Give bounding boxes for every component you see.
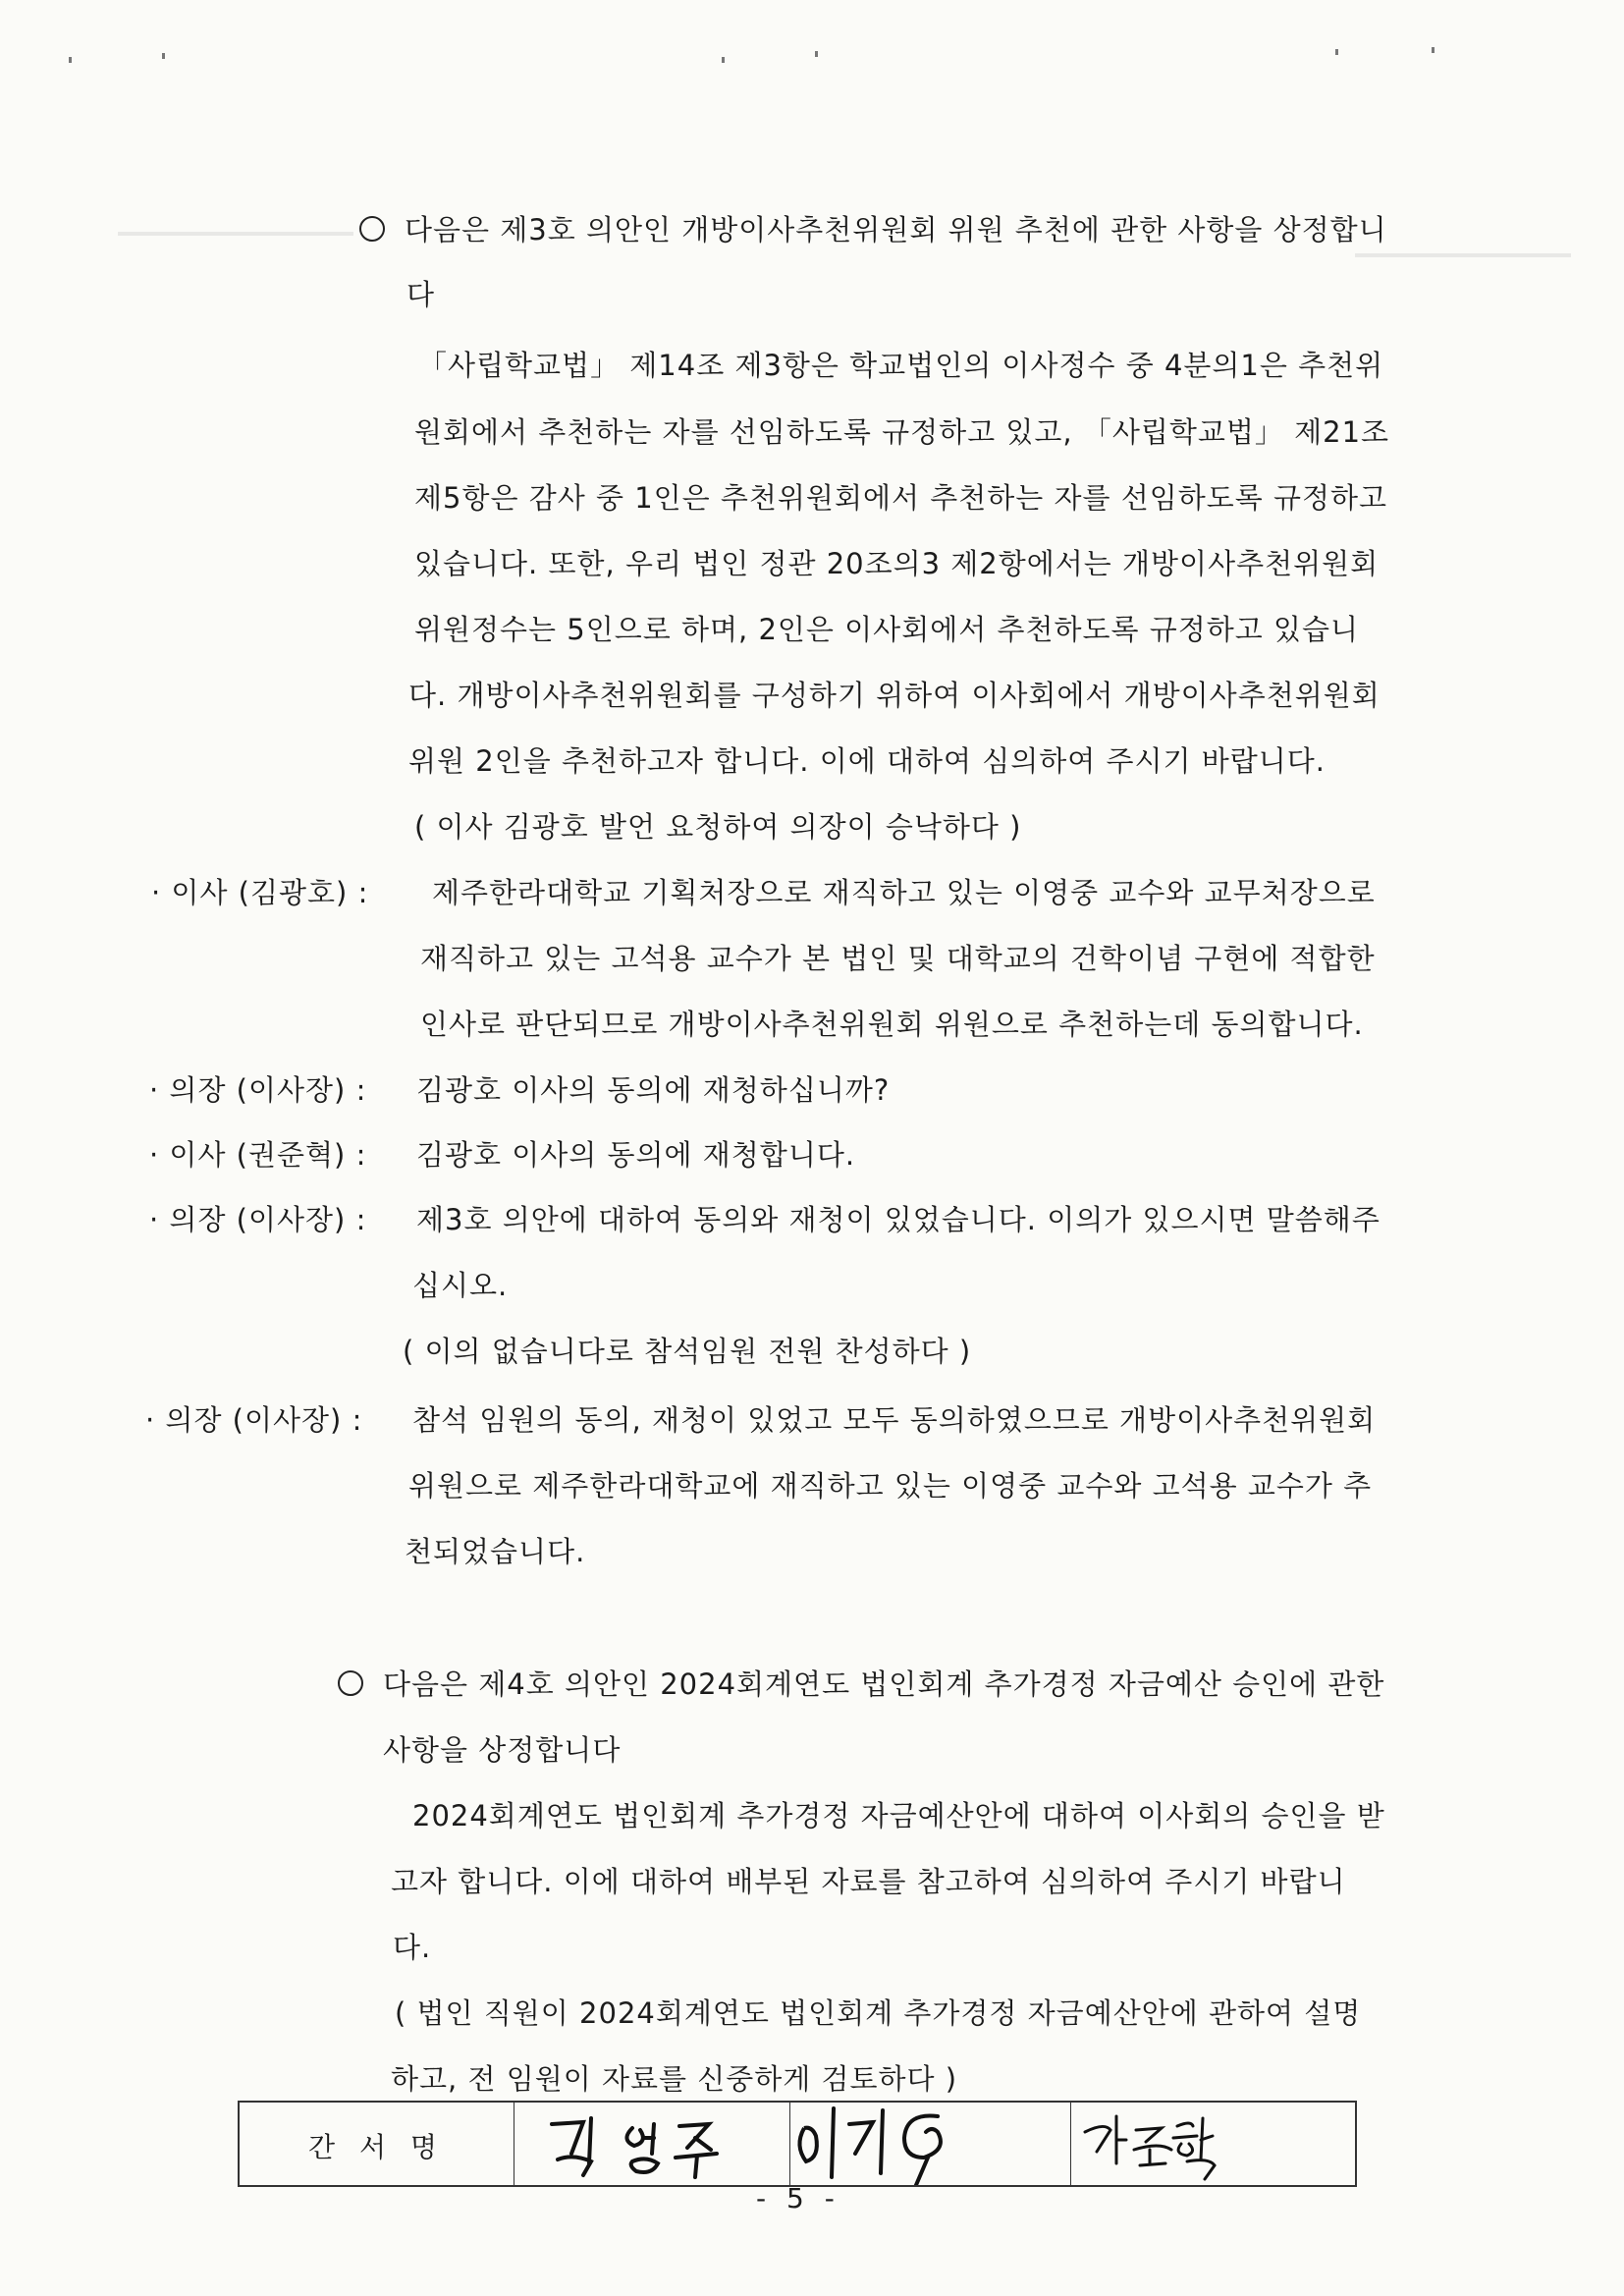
scan-smudge [118, 232, 353, 236]
speaker-label: · 의장 (이사장) : [149, 1203, 367, 1236]
speaker-label: · 이사 (김광호) : [151, 876, 369, 909]
speech-line: 재직하고 있는 고석용 교수가 본 법인 및 대학교의 건학이념 구현에 적합한 [420, 942, 1376, 975]
speech-line: 천되었습니다. [405, 1535, 586, 1568]
speech-line: 십시오. [412, 1269, 509, 1302]
agenda-4-heading-line-2: 사항을 상정합니다 [383, 1733, 622, 1767]
signature-cell [790, 2103, 1071, 2185]
bullet-circle-icon [359, 216, 385, 242]
agenda-4-heading-line-1: 다음은 제4호 의안인 2024회계연도 법인회계 추가경정 자금예산 승인에 관한 [383, 1667, 1385, 1701]
scan-smudge [1355, 253, 1571, 257]
session-note: ( 이의 없습니다로 참석임원 전원 찬성하다 ) [403, 1335, 972, 1368]
speaker-label: · 의장 (이사장) : [145, 1403, 363, 1437]
speech-line: 제3호 의안에 대하여 동의와 재청이 있었습니다. 이의가 있으시면 말씀해주 [416, 1203, 1380, 1236]
signature-label: 간 서 명 [308, 2131, 445, 2163]
signature-cell [1071, 2103, 1355, 2185]
agenda-3-body-line: 위원정수는 5인으로 하며, 2인은 이사회에서 추천하도록 규정하고 있습니 [414, 613, 1360, 646]
agenda-3-body-line: 위원 2인을 추천하고자 합니다. 이에 대하여 심의하여 주시기 바랍니다. [408, 744, 1326, 778]
signature-2-image [790, 2103, 1070, 2185]
page-number: - 5 - [756, 2182, 840, 2214]
agenda-3-heading-line-1: 다음은 제3호 의안인 개방이사추천위원회 위원 추천에 관한 사항을 상정합니 [405, 213, 1387, 246]
agenda-3-body-line: 있습니다. 또한, 우리 법인 정관 20조의3 제2항에서는 개방이사추천위원회 [414, 547, 1380, 580]
signature-box [238, 2101, 1357, 2187]
speech-line: 김광호 이사의 동의에 재청하십니까? [416, 1073, 891, 1107]
agenda-3-note: ( 이사 김광호 발언 요청하여 의장이 승낙하다 ) [414, 810, 1022, 844]
agenda-4-note-line: ( 법인 직원이 2024회계연도 법인회계 추가경정 자금예산안에 관하여 설명 [395, 1996, 1362, 2030]
signature-1-image [514, 2103, 789, 2185]
bullet-circle-icon [338, 1670, 363, 1696]
speech-line: 위원으로 제주한라대학교에 재직하고 있는 이영중 교수와 고석용 교수가 추 [408, 1469, 1373, 1503]
signature-label-cell [240, 2103, 514, 2185]
agenda-3-body-line: 다. 개방이사추천위원회를 구성하기 위하여 이사회에서 개방이사추천위원회 [408, 679, 1380, 712]
agenda-3-heading-line-2: 다 [406, 278, 436, 311]
signature-cell [514, 2103, 790, 2185]
speaker-label: · 이사 (권준혁) : [149, 1138, 367, 1172]
agenda-4-body-line: 다. [393, 1931, 432, 1964]
agenda-3-body-line: 제5항은 감사 중 1인은 추천위원회에서 추천하는 자를 선임하도록 규정하고 [414, 481, 1388, 515]
speech-line: 참석 임원의 동의, 재청이 있었고 모두 동의하였으므로 개방이사추천위원회 [412, 1403, 1377, 1437]
agenda-3-body-line: 원회에서 추천하는 자를 선임하도록 규정하고 있고, 「사립학교법」 제21조 [414, 415, 1390, 449]
agenda-4-body-line: 고자 합니다. 이에 대하여 배부된 자료를 참고하여 심의하여 주시기 바랍니 [391, 1865, 1346, 1898]
speech-line: 인사로 판단되므로 개방이사추천위원회 위원으로 추천하는데 동의합니다. [420, 1008, 1364, 1041]
speech-line: 김광호 이사의 동의에 재청합니다. [416, 1138, 856, 1172]
agenda-3-body-line: 「사립학교법」 제14조 제3항은 학교법인의 이사정수 중 4분의1은 추천위 [418, 349, 1384, 382]
agenda-4-body-line: 2024회계연도 법인회계 추가경정 자금예산안에 대하여 이사회의 승인을 받 [412, 1799, 1385, 1832]
signature-3-image [1071, 2103, 1355, 2185]
speech-line: 제주한라대학교 기획처장으로 재직하고 있는 이영중 교수와 교무처장으로 [432, 876, 1376, 909]
agenda-4-note-line: 하고, 전 임원이 자료를 신중하게 검토하다 ) [391, 2062, 958, 2096]
speaker-label: · 의장 (이사장) : [149, 1073, 367, 1107]
